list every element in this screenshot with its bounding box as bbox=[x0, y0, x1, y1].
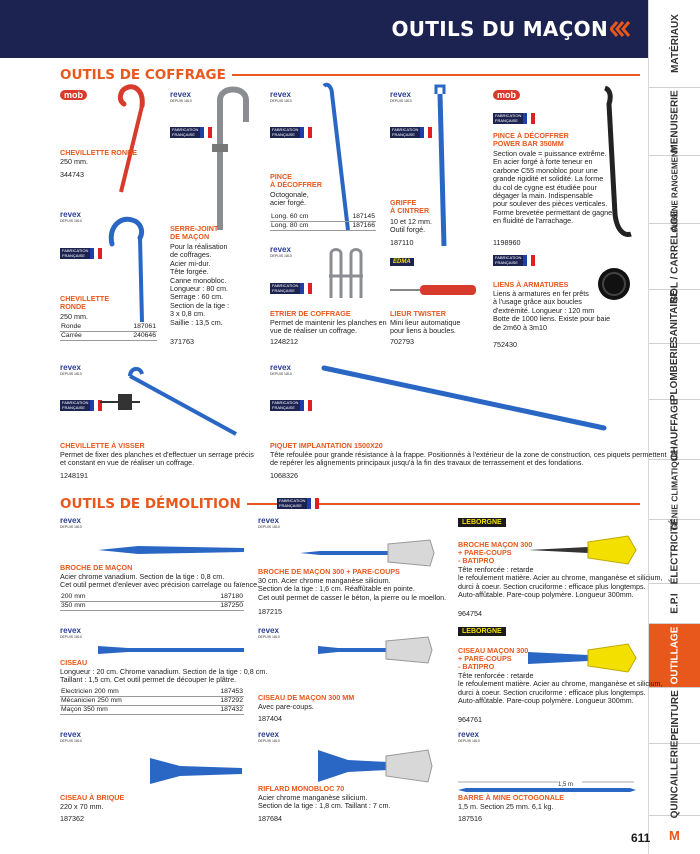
fabrication-badge: FABRICATION FRANÇAISE bbox=[270, 400, 312, 411]
tab-electricite[interactable]: ÉLECTRICITÉ bbox=[649, 520, 700, 584]
tab-sol-carrelage[interactable]: SOL / CARRELAGE bbox=[649, 224, 700, 290]
product-ref: 187684 bbox=[258, 814, 282, 823]
variants-table bbox=[60, 688, 244, 715]
product-title: PIQUET IMPLANTATION 1500X20 bbox=[270, 441, 383, 450]
tab-genie-climatique[interactable]: GÉNIE CLIMATIQUE bbox=[649, 460, 700, 520]
revex-logo: revex DEPUIS 1810 bbox=[60, 626, 82, 639]
product-desc: Tête renforcée : retarde le refoulement matière. Acier au chrome, manganèse et silicium, durci à coeur. Section cruciforme : efficace plus longtemps. Auto-affûtable. Pare-coup polymère. Longueur 300mm. bbox=[458, 671, 663, 706]
mob-logo: mob bbox=[493, 90, 520, 100]
barre-mine-image bbox=[458, 780, 638, 794]
tab-chauffage[interactable]: CHAUFFAGE bbox=[649, 400, 700, 460]
product-title: ETRIER DE COFFRAGE bbox=[270, 309, 351, 318]
product-title: SERRE-JOINT DE MAÇON bbox=[170, 224, 219, 241]
lieur-twister-image bbox=[390, 280, 480, 300]
product-desc: Acier chrome manganèse silicium. Section de la tige : 1,8 cm. Taillant : 7 cm. bbox=[258, 793, 391, 811]
product-title: BROCHE DE MAÇON bbox=[60, 563, 133, 572]
product-desc: Avec pare-coups. bbox=[258, 702, 314, 711]
broche-batipro-image bbox=[528, 534, 638, 566]
product-title: CHEVILLETTE RONDE bbox=[60, 294, 110, 311]
product-title: LIEUR TWISTER bbox=[390, 309, 446, 318]
fabrication-badge: FABRICATION FRANÇAISE bbox=[60, 248, 102, 259]
mob-logo: mob bbox=[60, 90, 87, 100]
variants-table bbox=[270, 213, 376, 231]
ciseau-batipro-image bbox=[528, 642, 638, 674]
fabrication-badge: FABRICATION FRANÇAISE bbox=[270, 283, 312, 294]
fabrication-badge: FABRICATION FRANÇAISE bbox=[390, 127, 432, 138]
fabrication-badge: FABRICATION FRANÇAISE bbox=[493, 113, 535, 124]
tab-outillage[interactable]: OUTILLAGE bbox=[649, 624, 700, 688]
product-ref: 1068326 bbox=[270, 471, 298, 480]
ciseau-300-image bbox=[318, 635, 438, 665]
product-desc: 10 et 12 mm. Outil forgé. bbox=[390, 217, 432, 235]
product-ref: 187215 bbox=[258, 607, 282, 616]
product-desc: 220 x 70 mm. bbox=[60, 802, 104, 811]
revex-logo: revex DEPUIS 1810 bbox=[258, 626, 280, 639]
riflard-image bbox=[318, 746, 438, 786]
product-desc: 250 mm. bbox=[60, 312, 88, 321]
variants-table bbox=[60, 323, 157, 341]
revex-logo: revex DEPUIS 1810 bbox=[270, 245, 292, 258]
broche-300-image bbox=[300, 538, 440, 568]
product-title: PINCE À DÉCOFFRER POWER BAR 350MM bbox=[493, 131, 569, 148]
chevillette-ronde-blue-image bbox=[102, 210, 157, 325]
tab-peinture[interactable]: PEINTURE bbox=[649, 688, 700, 744]
serre-joint-image bbox=[208, 82, 258, 232]
product-desc: Octogonale, acier forgé. bbox=[270, 190, 309, 208]
product-title: CHEVILLETTE RONDE bbox=[60, 148, 138, 157]
leborgne-logo: LEBORGNE bbox=[458, 518, 506, 527]
product-ref: 187516 bbox=[458, 814, 482, 823]
table-row: Maçon 350 mm 187432 bbox=[61, 706, 243, 713]
section-title-coffrage: OUTILS DE COFFRAGE bbox=[60, 67, 232, 83]
product-title: CISEAU MAÇON 300 + PARE-COUPS - BATIPRO bbox=[458, 646, 529, 671]
table-row: Mécanicien 250 mm 187292 bbox=[61, 697, 243, 704]
revex-logo: revex DEPUIS 1810 bbox=[458, 730, 480, 743]
product-title: CHEVILLETTE À VISSER bbox=[60, 441, 145, 450]
product-title: RIFLARD MONOBLOC 70 bbox=[258, 784, 345, 793]
revex-logo: revex DEPUIS 1810 bbox=[170, 90, 192, 103]
edma-logo: EDMA bbox=[390, 258, 414, 266]
page-header bbox=[0, 0, 648, 58]
revex-logo: revex DEPUIS 1810 bbox=[60, 516, 82, 529]
chevillette-visser-image bbox=[100, 364, 240, 436]
table-row: 200 mm 187180 bbox=[61, 593, 243, 600]
variants-table bbox=[60, 593, 244, 611]
product-desc: Permet de maintenir les planches en vue de réaliser un coffrage. bbox=[270, 318, 387, 336]
table-row: 350 mm 187250 bbox=[61, 602, 243, 609]
product-ref: 187404 bbox=[258, 714, 282, 723]
product-ref: 964761 bbox=[458, 715, 482, 724]
tab-plomberie[interactable]: PLOMBERIE bbox=[649, 344, 700, 400]
ciseau-image bbox=[98, 640, 248, 660]
product-ref: 371763 bbox=[170, 337, 194, 346]
product-ref: 344743 bbox=[60, 170, 84, 179]
chevillette-ronde-image bbox=[96, 82, 156, 197]
product-ref: 1248191 bbox=[60, 471, 88, 480]
tab-epi[interactable]: E.P.I bbox=[649, 584, 700, 624]
category-sidebar bbox=[648, 0, 700, 854]
revex-logo: revex DEPUIS 1810 bbox=[60, 363, 82, 376]
product-desc: 30 cm. Acier chrome manganèse silicium. Section de la tige : 1,6 cm. Réaffûtable en pointe. Cet outil permet de casser le béton, la pierre ou le moellon. bbox=[258, 576, 447, 602]
product-desc: Pour la réalisation de coffrages. Acier mi-dur. Tête forgée. Canne monobloc. Longueur : 80 cm. Serrage : 60 cm. Section de la tige : 3 x 0,8 cm. Saillie : 13,5 cm. bbox=[170, 242, 230, 327]
product-ref: 752430 bbox=[493, 340, 517, 349]
revex-logo: revex DEPUIS 1810 bbox=[270, 90, 292, 103]
product-title: CISEAU À BRIQUE bbox=[60, 793, 125, 802]
table-row: Ronde 187061 bbox=[61, 323, 156, 330]
ciseau-brique-image bbox=[150, 756, 245, 786]
product-ref: 1248212 bbox=[270, 337, 298, 346]
product-title: CISEAU DE MAÇON 300 MM bbox=[258, 693, 355, 702]
product-ref: 702793 bbox=[390, 337, 414, 346]
revex-logo: revex DEPUIS 1810 bbox=[390, 90, 412, 103]
product-desc: Permet de fixer des planches et d'effectuer un serrage précis et constant en vue de réaliser un coffrage. bbox=[60, 450, 254, 468]
fabrication-badge: FABRICATION FRANÇAISE bbox=[170, 127, 212, 138]
product-desc: 250 mm. bbox=[60, 157, 88, 166]
product-desc: Tête renforcée : retarde le refoulement matière. Acier au chrome, manganèse et silicium, durci à coeur. Section cruciforme : efficace plus longtemps. Auto-affûtable. Pare-coup polymère. Longueur 300mm. bbox=[458, 565, 663, 600]
product-desc: Longueur : 20 cm. Chrome vanadium. Section de la tige : 0,8 cm. Taillant : 1,5 cm. Cet outil permet de découper le plâtre. bbox=[60, 667, 268, 685]
product-ref: 187110 bbox=[390, 238, 414, 247]
dimension-label: 1,5 m bbox=[558, 782, 574, 788]
chevrons-left-icon bbox=[610, 21, 632, 37]
revex-logo: revex DEPUIS 1810 bbox=[258, 730, 280, 743]
tab-menuiserie[interactable]: MENUISERIE bbox=[649, 88, 700, 156]
product-desc: Acier chrome vanadium. Section de la tige : 0,8 cm. Cet outil permet d'enlever avec précision carrelage ou faïence. bbox=[60, 572, 260, 590]
product-ref: 964754 bbox=[458, 609, 482, 618]
griffe-image bbox=[430, 84, 460, 249]
leborgne-logo: LEBORGNE bbox=[458, 627, 506, 636]
tab-sanitaire[interactable]: SANITAIRE bbox=[649, 290, 700, 344]
fabrication-badge: FABRICATION FRANÇAISE bbox=[277, 498, 319, 509]
table-row: Carrée 240646 bbox=[61, 332, 156, 339]
pince-decoffrer-image bbox=[318, 80, 358, 235]
product-desc: Liens à armatures en fer prêts à l'usage grâce aux boucles d'extrémité. Longueur : 120 mm Botte de 1000 liens. Existe pour baie de 2m60 à 3m10 bbox=[493, 289, 611, 332]
tab-quincaillerie[interactable]: QUINCAILLERIE bbox=[649, 744, 700, 816]
fabrication-badge: FABRICATION FRANÇAISE bbox=[270, 127, 312, 138]
fabrication-badge: FABRICATION FRANÇAISE bbox=[493, 255, 535, 266]
product-desc: Mini lieur automatique pour liens à boucles. bbox=[390, 318, 461, 336]
piquet-image bbox=[320, 364, 610, 434]
page-number: 611 bbox=[631, 831, 651, 845]
table-row: Electricien 200 mm 187453 bbox=[61, 688, 243, 695]
fabrication-badge: FABRICATION FRANÇAISE bbox=[60, 400, 102, 411]
product-title: GRIFFE À CINTRER bbox=[390, 198, 430, 215]
product-ref: 187362 bbox=[60, 814, 84, 823]
table-row: Long. 80 cm 187166 bbox=[271, 222, 375, 229]
product-desc: 1,5 m. Section 25 mm. 6,1 kg. bbox=[458, 802, 554, 811]
product-title: BROCHE MAÇON 300 + PARE-COUPS - BATIPRO bbox=[458, 540, 533, 565]
product-desc: Tête refoulée pour grande résistance à la frappe. Positionnés à l'extérieur de la zone de construction, ces piquets permettent de repérer les alignements principaux jusqu'à la fin des travaux de terrassement et des fondations. bbox=[270, 450, 667, 468]
product-desc: Section ovale = puissance extrême. En acier forgé à forte teneur en carbone C55 monobloc pour une grande rigidité et solidité. La forme du col de cygne est étudiée pour dégager la main. Indispensable pour soulever des pièces verticales. Forme brevetée permettant de gagner en fluidité de l'arrachage. bbox=[493, 149, 615, 226]
revex-logo: revex DEPUIS 1810 bbox=[258, 516, 280, 529]
tab-materiaux[interactable]: MATÉRIAUX bbox=[649, 0, 700, 88]
product-title: LIENS À ARMATURES bbox=[493, 280, 569, 289]
brand-logo: M bbox=[669, 828, 680, 843]
product-title: BARRE À MINE OCTOGONALE bbox=[458, 793, 565, 802]
page-title: OUTILS DU MAÇON bbox=[391, 17, 608, 41]
product-title: PINCE À DÉCOFFRER bbox=[270, 172, 322, 189]
tab-cuisine[interactable]: CUISINE RANGEMENT bbox=[649, 156, 700, 224]
etrier-image bbox=[325, 246, 370, 301]
revex-logo: revex DEPUIS 1810 bbox=[60, 730, 82, 743]
product-ref: 1198960 bbox=[493, 238, 521, 247]
product-title: CISEAU bbox=[60, 658, 88, 667]
table-row: Long. 60 cm 187145 bbox=[271, 213, 375, 220]
product-title: BROCHE DE MAÇON 300 + PARE-COUPS bbox=[258, 567, 400, 576]
section-title-demolition: OUTILS DE DÉMOLITION bbox=[60, 496, 247, 512]
revex-logo: revex DEPUIS 1810 bbox=[270, 363, 292, 376]
broche-macon-image bbox=[98, 540, 248, 560]
revex-logo: revex DEPUIS 1810 bbox=[60, 210, 82, 223]
